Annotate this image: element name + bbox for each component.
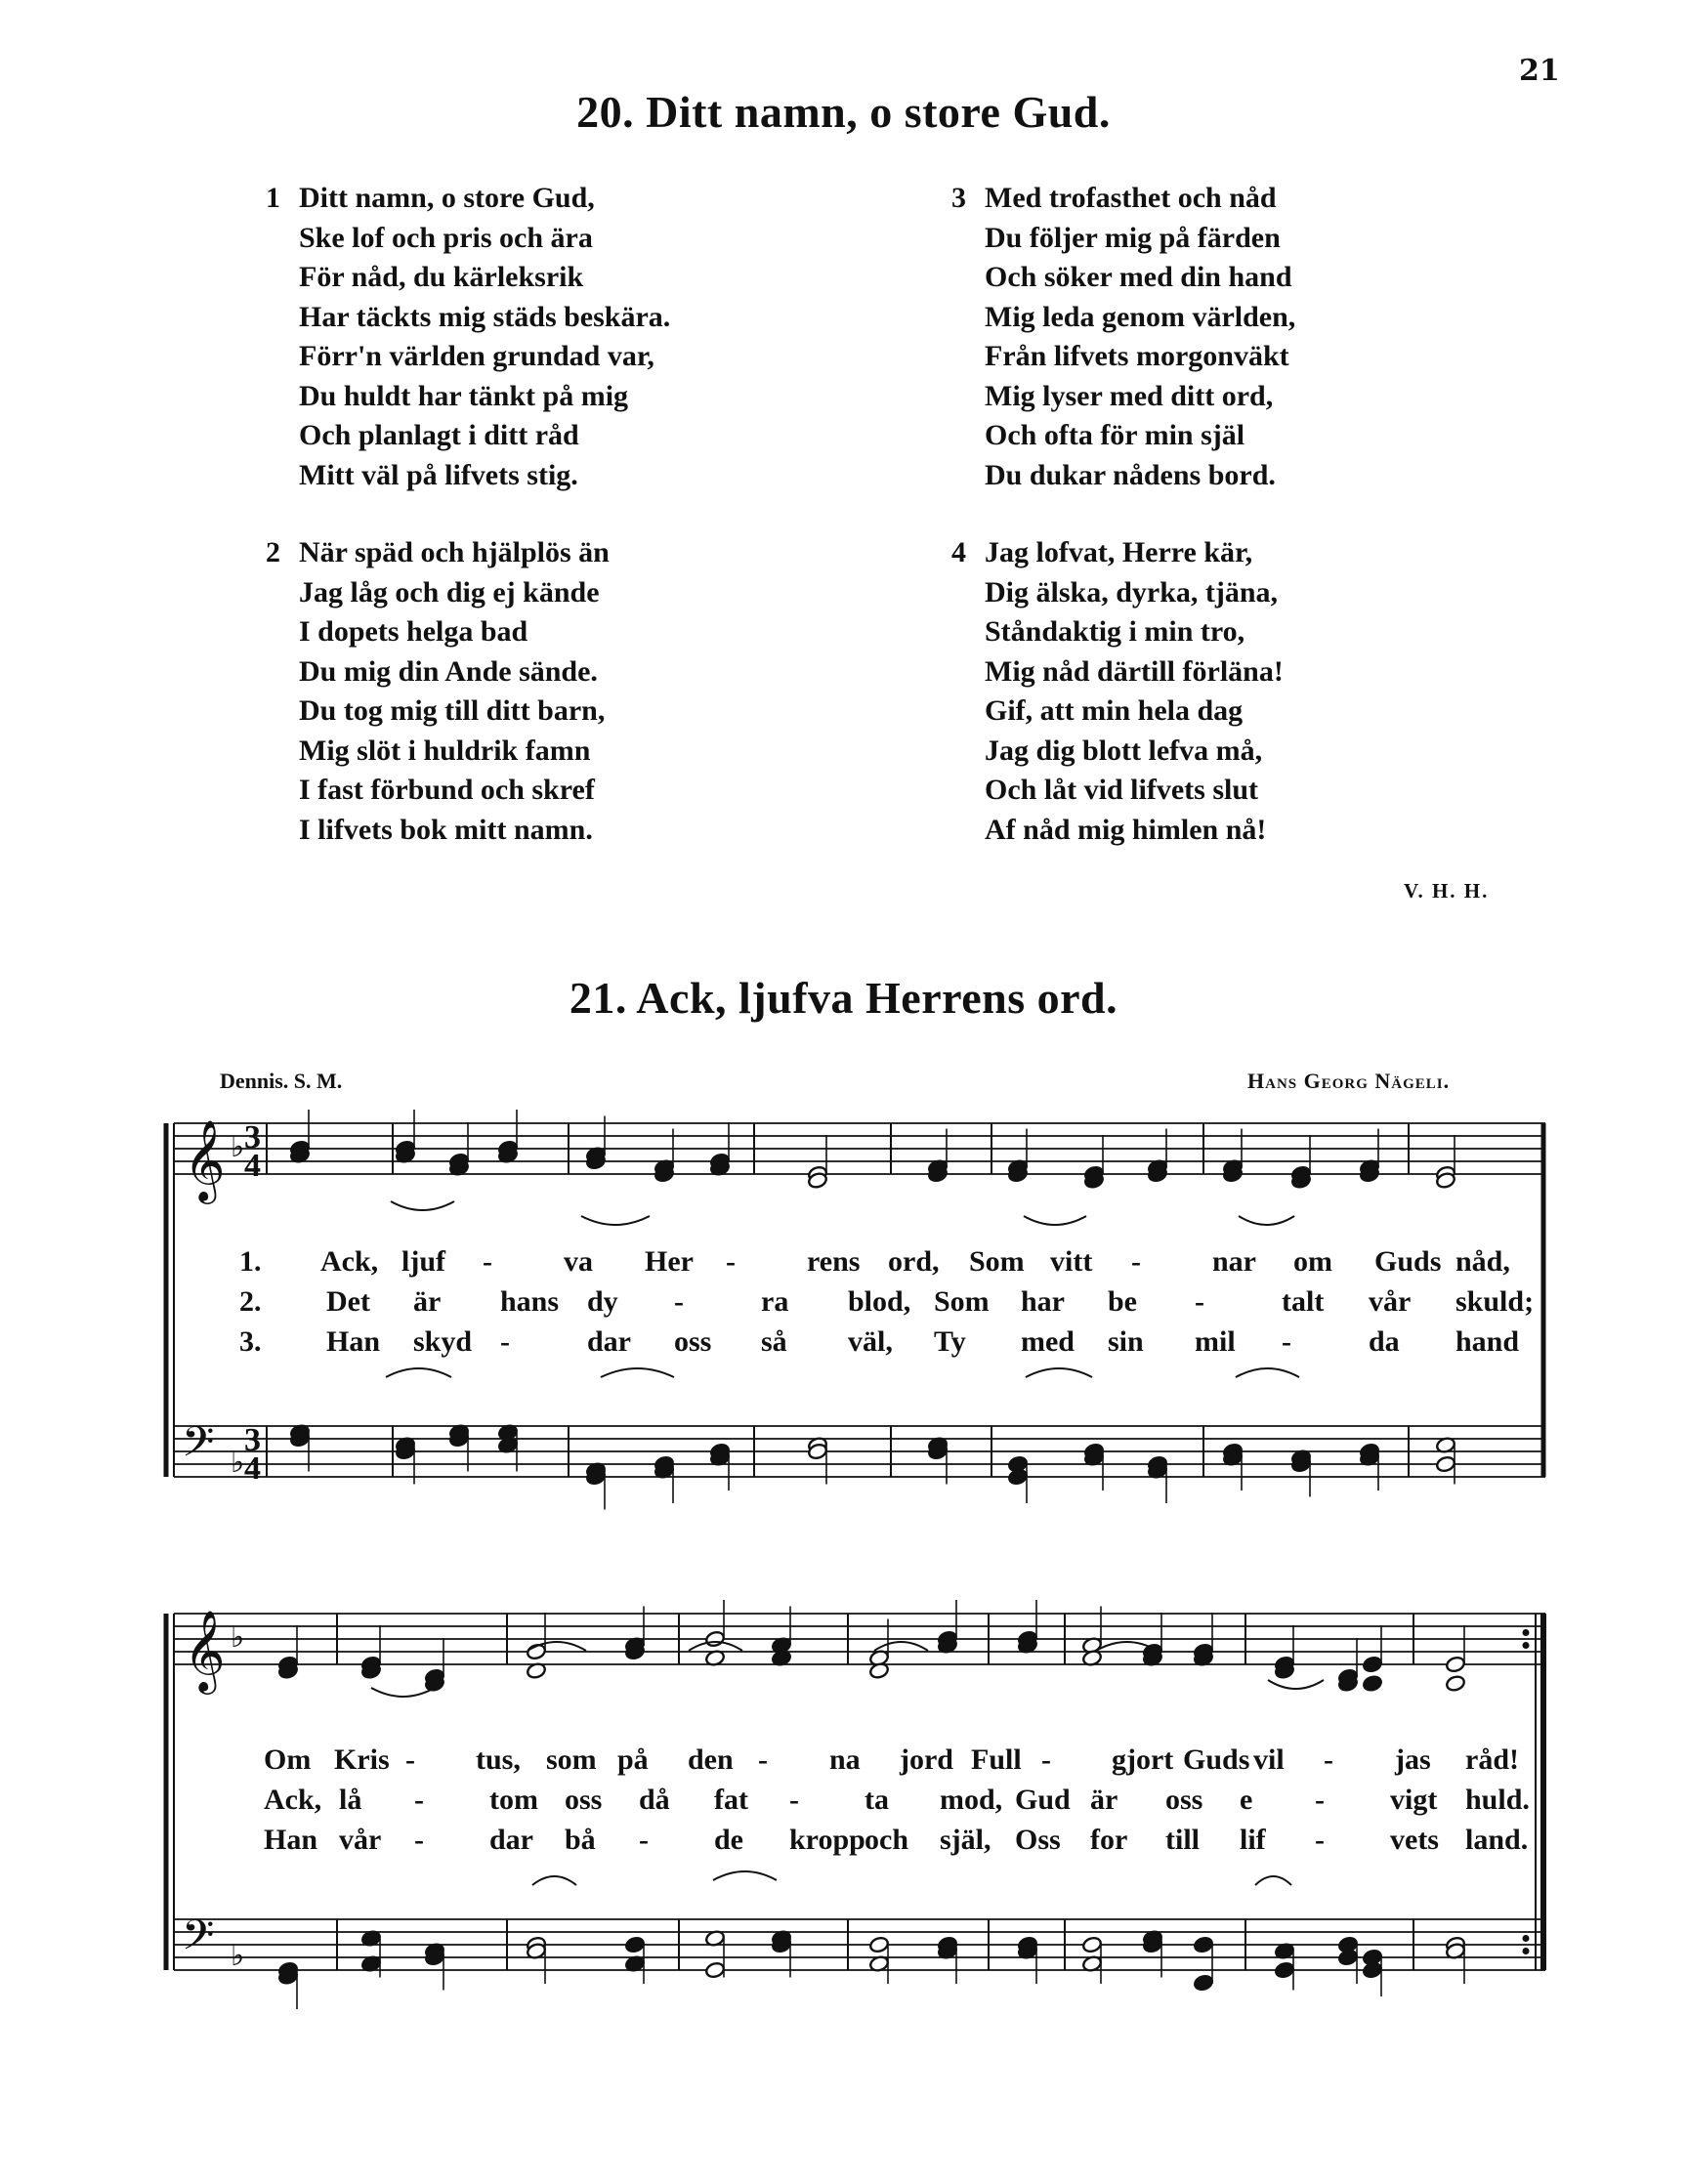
verse-line: Och söker med din hand xyxy=(985,261,1292,293)
verse-line: Ditt namn, o store Gud, xyxy=(299,182,595,214)
slur xyxy=(601,1368,674,1377)
lyric-syllable: - xyxy=(483,1245,492,1278)
lyric-syllable: blod, xyxy=(848,1285,911,1318)
lyric-syllable: mod, xyxy=(940,1784,1003,1816)
lyric-syllable: tom xyxy=(489,1784,538,1816)
lyric-syllable: land. xyxy=(1465,1824,1529,1856)
lyric-syllable: na xyxy=(829,1743,861,1776)
lyric-syllable: ljuf xyxy=(401,1245,445,1278)
verse-line: Ske lof och pris och ära xyxy=(299,221,593,254)
repeat-dot xyxy=(1523,1630,1529,1636)
lyric-syllable: Gud xyxy=(1015,1784,1071,1816)
verse-line: Du huldt har tänkt på mig xyxy=(299,379,629,412)
lyric-syllable: då xyxy=(639,1784,670,1816)
verse-line: Du mig din Ande sände. xyxy=(299,654,598,688)
lyric-syllable: om xyxy=(1293,1245,1332,1278)
lyric-syllable: 1. xyxy=(239,1245,262,1278)
lyric-syllable: vitt xyxy=(1050,1245,1093,1278)
lyric-syllable: talt xyxy=(1282,1285,1325,1318)
flat-icon: ♭ xyxy=(231,1446,245,1480)
lyric-syllable: har xyxy=(1021,1285,1065,1318)
repeat-dot xyxy=(1523,1643,1529,1649)
lyric-syllable: vår xyxy=(339,1824,382,1856)
treble-clef-icon: 𝄞 xyxy=(184,1118,226,1200)
lyric-syllable: - xyxy=(500,1325,510,1358)
bass-notehead xyxy=(1193,1974,1213,1992)
lyric-syllable: gjort xyxy=(1112,1743,1174,1776)
lyric-syllable: huld. xyxy=(1465,1784,1530,1816)
lyric-syllable: - xyxy=(1282,1325,1291,1358)
verse-number: 1 xyxy=(266,182,280,214)
verse-line: Och ofta för min själ xyxy=(985,419,1245,451)
hymn-20-author: V. H. H. xyxy=(1404,879,1490,903)
verse-line: Du följer mig på färden xyxy=(985,221,1281,254)
lyric-syllable: nar xyxy=(1212,1245,1256,1278)
hymn-21-title: 21. Ack, ljufva Herrens ord. xyxy=(569,973,1118,1023)
verse-line: Från lifvets morgonväkt xyxy=(985,340,1289,372)
lyric-syllable: den xyxy=(688,1743,734,1776)
slur xyxy=(1268,1680,1324,1689)
lyric-syllable: råd! xyxy=(1465,1743,1519,1776)
lyric-syllable: e xyxy=(1240,1784,1253,1816)
lyric-syllable: kropp xyxy=(789,1824,865,1856)
slur xyxy=(581,1216,650,1225)
lyric-syllable: ra xyxy=(761,1285,789,1318)
lyric-syllable: Om xyxy=(264,1743,312,1776)
bass-notehead xyxy=(868,1936,889,1953)
flat-icon: ♭ xyxy=(231,1130,245,1164)
lyric-syllable: till xyxy=(1165,1824,1200,1856)
lyric-syllable: sin xyxy=(1108,1325,1144,1358)
lyric-syllable: med xyxy=(1021,1325,1075,1358)
lyric-syllable: jord xyxy=(900,1743,953,1776)
lyric-syllable: be xyxy=(1108,1285,1137,1318)
treble-clef-icon: 𝄞 xyxy=(184,1609,226,1691)
treble-notehead xyxy=(1362,1674,1382,1692)
bass-notehead xyxy=(1362,1961,1382,1979)
lyric-syllable: - xyxy=(674,1285,684,1318)
lyric-syllable: oss xyxy=(1165,1784,1203,1816)
lyric-syllable: dar xyxy=(489,1824,533,1856)
lyric-syllable: - xyxy=(1131,1245,1141,1278)
bass-notehead xyxy=(1007,1468,1028,1486)
page-number: 21 xyxy=(1519,54,1560,88)
verse-line: I dopets helga bad xyxy=(299,615,528,648)
treble-notehead xyxy=(1362,1656,1382,1673)
lyric-syllable: dy xyxy=(587,1285,618,1318)
lyric-syllable: - xyxy=(726,1245,736,1278)
lyric-syllable: Oss xyxy=(1015,1824,1061,1856)
verse-line: Ståndaktig i min tro, xyxy=(985,615,1245,648)
lyric-syllable: da xyxy=(1369,1325,1400,1358)
verse-line: Mitt väl på lifvets stig. xyxy=(299,458,578,491)
verse-line: Förr'n världen grundad var, xyxy=(299,340,654,372)
lyric-syllable: Ack, xyxy=(320,1245,379,1278)
lyric-syllable: lå xyxy=(339,1784,362,1816)
slur xyxy=(386,1368,451,1377)
slur xyxy=(371,1688,435,1697)
slur xyxy=(713,1871,777,1880)
lyric-syllable: vil xyxy=(1253,1743,1285,1776)
time-signature: 4 xyxy=(244,1148,261,1184)
bass-notehead xyxy=(624,1936,645,1953)
lyric-syllable: Guds xyxy=(1374,1245,1442,1278)
lyric-syllable: rens xyxy=(807,1245,861,1278)
lyric-syllable: - xyxy=(1195,1285,1204,1318)
lyric-syllable: är xyxy=(1090,1784,1118,1816)
lyric-syllable: mil xyxy=(1195,1325,1236,1358)
lyric-syllable: 3. xyxy=(239,1325,262,1358)
treble-notehead xyxy=(1445,1656,1465,1673)
verse-line: Jag dig blott lefva må, xyxy=(985,734,1263,767)
slur xyxy=(1024,1216,1086,1225)
lyric-syllable: oss xyxy=(565,1784,603,1816)
bass-notehead xyxy=(1081,1936,1102,1953)
repeat-dot xyxy=(1523,1936,1529,1942)
verse-line: Mig slöt i huldrik famn xyxy=(299,734,591,767)
lyric-syllable: oss xyxy=(674,1325,712,1358)
lyric-syllable: väl, xyxy=(848,1325,893,1358)
slur xyxy=(874,1642,928,1651)
lyric-syllable: - xyxy=(1315,1824,1325,1856)
lyric-syllable: dar xyxy=(587,1325,631,1358)
treble-notehead xyxy=(1445,1674,1465,1692)
lyric-syllable: fat xyxy=(714,1784,748,1816)
lyric-syllable: - xyxy=(414,1824,424,1856)
verse-line: Du dukar nådens bord. xyxy=(985,458,1276,491)
flat-icon: ♭ xyxy=(231,1620,245,1655)
lyric-syllable: Som xyxy=(934,1285,990,1318)
time-signature: 4 xyxy=(244,1450,261,1487)
lyric-syllable: hand xyxy=(1455,1325,1520,1358)
lyric-syllable: Det xyxy=(326,1285,370,1318)
lyric-syllable: 2. xyxy=(239,1285,262,1318)
lyric-syllable: Som xyxy=(969,1245,1025,1278)
lyric-syllable: vets xyxy=(1390,1824,1439,1856)
lyric-syllable: - xyxy=(1315,1784,1325,1816)
composer-name: Hans Georg Nägeli. xyxy=(1247,1069,1451,1093)
lyric-syllable: på xyxy=(617,1743,649,1776)
verse-line: Jag låg och dig ej kände xyxy=(299,575,600,609)
lyric-syllable: och xyxy=(865,1824,908,1856)
verse-line: Mig leda genom världen, xyxy=(985,300,1296,333)
verse-line: Och låt vid lifvets slut xyxy=(985,774,1259,806)
bass-clef-icon: 𝄢 xyxy=(182,1911,215,1970)
lyric-syllable: så xyxy=(761,1325,787,1358)
lyric-syllable: jas xyxy=(1395,1743,1431,1776)
bass-notehead xyxy=(704,1961,725,1979)
slur xyxy=(391,1201,454,1210)
lyric-syllable: Ty xyxy=(934,1325,966,1358)
lyric-syllable: tus, xyxy=(476,1743,521,1776)
lyric-syllable: - xyxy=(1324,1743,1333,1776)
lyric-syllable: - xyxy=(405,1743,415,1776)
lyric-syllable: skuld; xyxy=(1455,1285,1535,1318)
lyric-syllable: vigt xyxy=(1390,1784,1438,1816)
treble-notehead xyxy=(704,1630,725,1648)
verse-line: Dig älska, dyrka, tjäna, xyxy=(985,575,1279,609)
verse-line: Med trofasthet och nåd xyxy=(985,182,1277,214)
lyric-syllable: Her xyxy=(645,1245,694,1278)
lyric-syllable: är xyxy=(413,1285,442,1318)
verse-line: När späd och hjälplös än xyxy=(299,536,610,568)
lyric-syllable: ord, xyxy=(888,1245,940,1278)
verse-line: I lifvets bok mitt namn. xyxy=(299,813,593,846)
lyric-syllable: bå xyxy=(565,1824,596,1856)
repeat-dot xyxy=(1523,1949,1529,1954)
slur xyxy=(1255,1876,1291,1885)
verse-line: Jag lofvat, Herre kär, xyxy=(985,536,1253,568)
slur xyxy=(1236,1368,1299,1377)
bass-notehead xyxy=(1274,1961,1294,1979)
slur xyxy=(1239,1216,1294,1225)
lyric-syllable: hans xyxy=(500,1285,560,1318)
slur xyxy=(532,1876,576,1885)
time-signature: 3 xyxy=(244,1119,261,1155)
lyric-syllable: - xyxy=(639,1824,649,1856)
lyric-syllable: va xyxy=(564,1245,593,1278)
lyric-syllable: Han xyxy=(326,1325,381,1358)
verse-line: För nåd, du kärleksrik xyxy=(299,261,584,293)
time-signature: 3 xyxy=(244,1422,261,1458)
lyric-syllable: - xyxy=(758,1743,768,1776)
verse-line: Du tog mig till ditt barn, xyxy=(299,694,606,727)
bass-notehead xyxy=(1337,1949,1358,1966)
lyric-syllable: lif xyxy=(1240,1824,1266,1856)
lyric-syllable: som xyxy=(546,1743,597,1776)
verse-number: 2 xyxy=(266,536,280,568)
lyric-syllable: själ, xyxy=(940,1824,991,1856)
bass-notehead xyxy=(1193,1936,1213,1953)
lyric-syllable: - xyxy=(1041,1743,1051,1776)
lyric-syllable: - xyxy=(789,1784,799,1816)
bass-clef-icon: 𝄢 xyxy=(182,1418,215,1477)
lyric-syllable: skyd xyxy=(413,1325,473,1358)
lyric-syllable: Guds xyxy=(1183,1743,1250,1776)
verse-line: Har täckts mig städs beskära. xyxy=(299,300,671,333)
slur xyxy=(1026,1368,1092,1377)
hymn-20-title: 20. Ditt namn, o store Gud. xyxy=(576,87,1111,137)
flat-icon: ♭ xyxy=(231,1939,245,1973)
lyric-syllable: nåd, xyxy=(1455,1245,1510,1278)
lyric-syllable: vår xyxy=(1369,1285,1412,1318)
verse-line: Af nåd mig himlen nå! xyxy=(985,813,1267,846)
verse-line: I fast förbund och skref xyxy=(299,774,595,806)
verse-line: Mig nåd därtill förläna! xyxy=(985,654,1284,688)
lyric-syllable: Han xyxy=(264,1824,318,1856)
lyric-syllable: for xyxy=(1090,1824,1128,1856)
lyric-syllable: de xyxy=(714,1824,743,1856)
verse-number: 4 xyxy=(951,536,966,568)
verse-line: Gif, att min hela dag xyxy=(985,694,1244,727)
lyric-syllable: Full xyxy=(971,1743,1022,1776)
lyric-syllable: Kris xyxy=(334,1743,390,1776)
verse-line: Mig lyser med ditt ord, xyxy=(985,379,1274,412)
bass-notehead xyxy=(1435,1455,1455,1473)
lyric-syllable: Ack, xyxy=(264,1784,322,1816)
lyric-syllable: - xyxy=(414,1784,424,1816)
verse-line: Och planlagt i ditt råd xyxy=(299,419,579,451)
verse-number: 3 xyxy=(951,182,966,214)
lyric-syllable: ta xyxy=(865,1784,889,1816)
tune-name: Dennis. S. M. xyxy=(220,1069,343,1093)
